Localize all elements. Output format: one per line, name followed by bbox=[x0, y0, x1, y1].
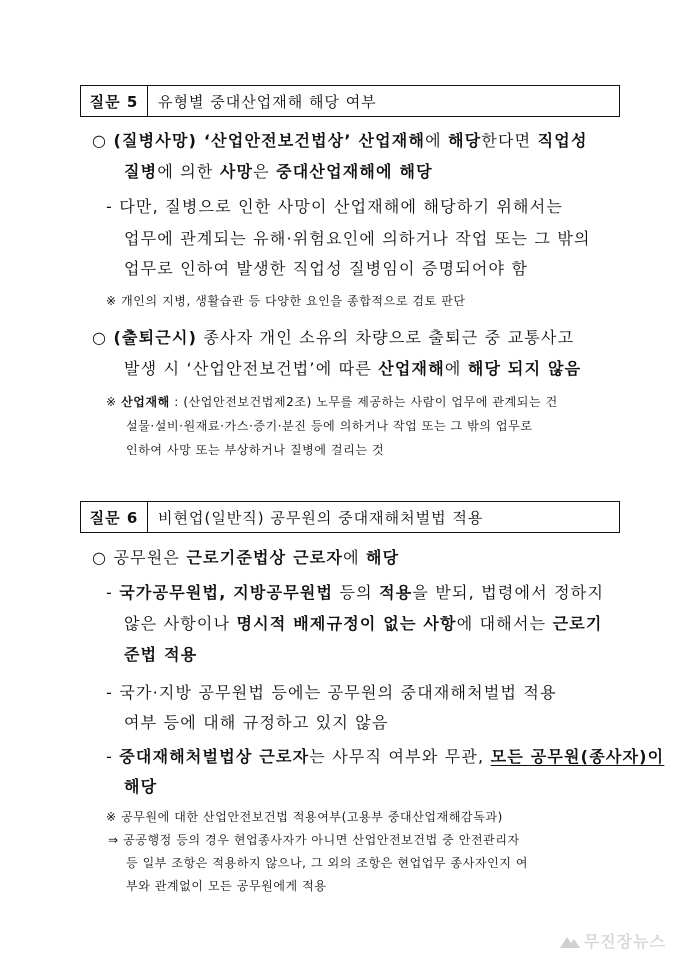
dash-marker: - bbox=[106, 583, 113, 602]
q6-paragraph-1: ○ 공무원은 근로기준법상 근로자에 해당 bbox=[92, 548, 400, 567]
dash-marker: - bbox=[106, 683, 113, 702]
q5-note-1: ※ 개인의 지병, 생활습관 등 다양한 요인을 종합적으로 검토 판단 bbox=[106, 294, 466, 308]
question-6-title: 비현업(일반직) 공무원의 중대재해처벌법 적용 bbox=[158, 508, 484, 527]
q6-paragraph-4-line-2: 해당 bbox=[124, 777, 158, 796]
question-5-header bbox=[80, 85, 620, 117]
q5-note-2-line-2: 설물·설비·원재료·가스·증기·분진 등에 의하거나 작업 또는 그 밖의 업무로 bbox=[126, 419, 533, 433]
q5-paragraph-2-line-3: 업무로 인하여 발생한 직업성 질병임이 증명되어야 함 bbox=[124, 259, 529, 278]
q5-paragraph-3-line-2: 발생 시 ‘산업안전보건법’에 따른 산업재해에 해당 되지 않음 bbox=[124, 359, 582, 378]
q5-paragraph-1-line-2: 질병에 의한 사망은 중대산업재해에 해당 bbox=[124, 162, 433, 181]
q5-paragraph-2-line-1: - 다만, 질병으로 인한 사망이 산업재해에 해당하기 위해서는 bbox=[106, 197, 564, 216]
reference-mark: ※ bbox=[106, 294, 117, 308]
q6-paragraph-2-line-3: 준법 적용 bbox=[124, 645, 198, 664]
reference-mark: ※ bbox=[106, 395, 117, 409]
question-6-label: 질문 6 bbox=[81, 502, 148, 532]
q6-paragraph-3-line-2: 여부 등에 대해 규정하고 있지 않음 bbox=[124, 713, 389, 732]
bullet-circle: ○ bbox=[92, 131, 108, 150]
question-5-title: 유형별 중대산업재해 해당 여부 bbox=[158, 92, 377, 111]
q6-paragraph-4-line-1: - 중대재해처벌법상 근로자는 사무직 여부와 무관, 모든 공무원(종사자)이 bbox=[106, 747, 665, 766]
q5-paragraph-3-line-1: ○ (출퇴근시) 종사자 개인 소유의 차량으로 출퇴근 중 교통사고 bbox=[92, 328, 575, 347]
q6-note-title: ※ 공무원에 대한 산업안전보건법 적용여부(고용부 중대산업재해감독과) bbox=[106, 810, 503, 824]
q6-paragraph-2-line-2: 않은 사항이나 명시적 배제규정이 없는 사항에 대해서는 근로기 bbox=[124, 614, 603, 633]
watermark-text: 무진장뉴스 bbox=[583, 932, 666, 951]
q5-paragraph-1-line-1: ○ (질병사망) ‘산업안전보건법상’ 산업재해에 해당한다면 직업성 bbox=[92, 131, 588, 150]
q5-paragraph-2-line-2: 업무에 관계되는 유해·위험요인에 의하거나 작업 또는 그 밖의 bbox=[124, 229, 591, 248]
q5-note-2-line-3: 인하여 사망 또는 부상하거나 질병에 걸리는 것 bbox=[126, 443, 385, 457]
q6-note-line-2: 등 일부 조항은 적용하지 않으나, 그 외의 조항은 현업업무 종사자인지 여 bbox=[126, 856, 529, 870]
reference-mark: ※ bbox=[106, 810, 117, 824]
question-6-header bbox=[80, 501, 620, 533]
q6-note-line-1: ⇒ 공공행정 등의 경우 현업종사자가 아니면 산업안전보건법 중 안전관리자 bbox=[108, 833, 520, 847]
arrow-icon: ⇒ bbox=[108, 833, 119, 847]
q6-note-line-3: 부와 관계없이 모든 공무원에게 적용 bbox=[126, 879, 327, 893]
mountain-logo-icon bbox=[560, 933, 580, 947]
watermark bbox=[560, 929, 666, 952]
dash-marker: - bbox=[106, 197, 113, 216]
q6-paragraph-2-line-1: - 국가공무원법, 지방공무원법 등의 적용을 받되, 법령에서 정하지 bbox=[106, 583, 605, 602]
q5-note-2-line-1: ※ 산업재해 : (산업안전보건법제2조) 노무를 제공하는 사람이 업무에 관계되는 건 bbox=[106, 395, 558, 409]
q6-paragraph-3-line-1: - 국가·지방 공무원법 등에는 공무원의 중대재해처벌법 적용 bbox=[106, 683, 557, 702]
bullet-circle: ○ bbox=[92, 548, 108, 567]
bullet-circle: ○ bbox=[92, 328, 108, 347]
question-5-label: 질문 5 bbox=[81, 86, 148, 116]
dash-marker: - bbox=[106, 747, 113, 766]
